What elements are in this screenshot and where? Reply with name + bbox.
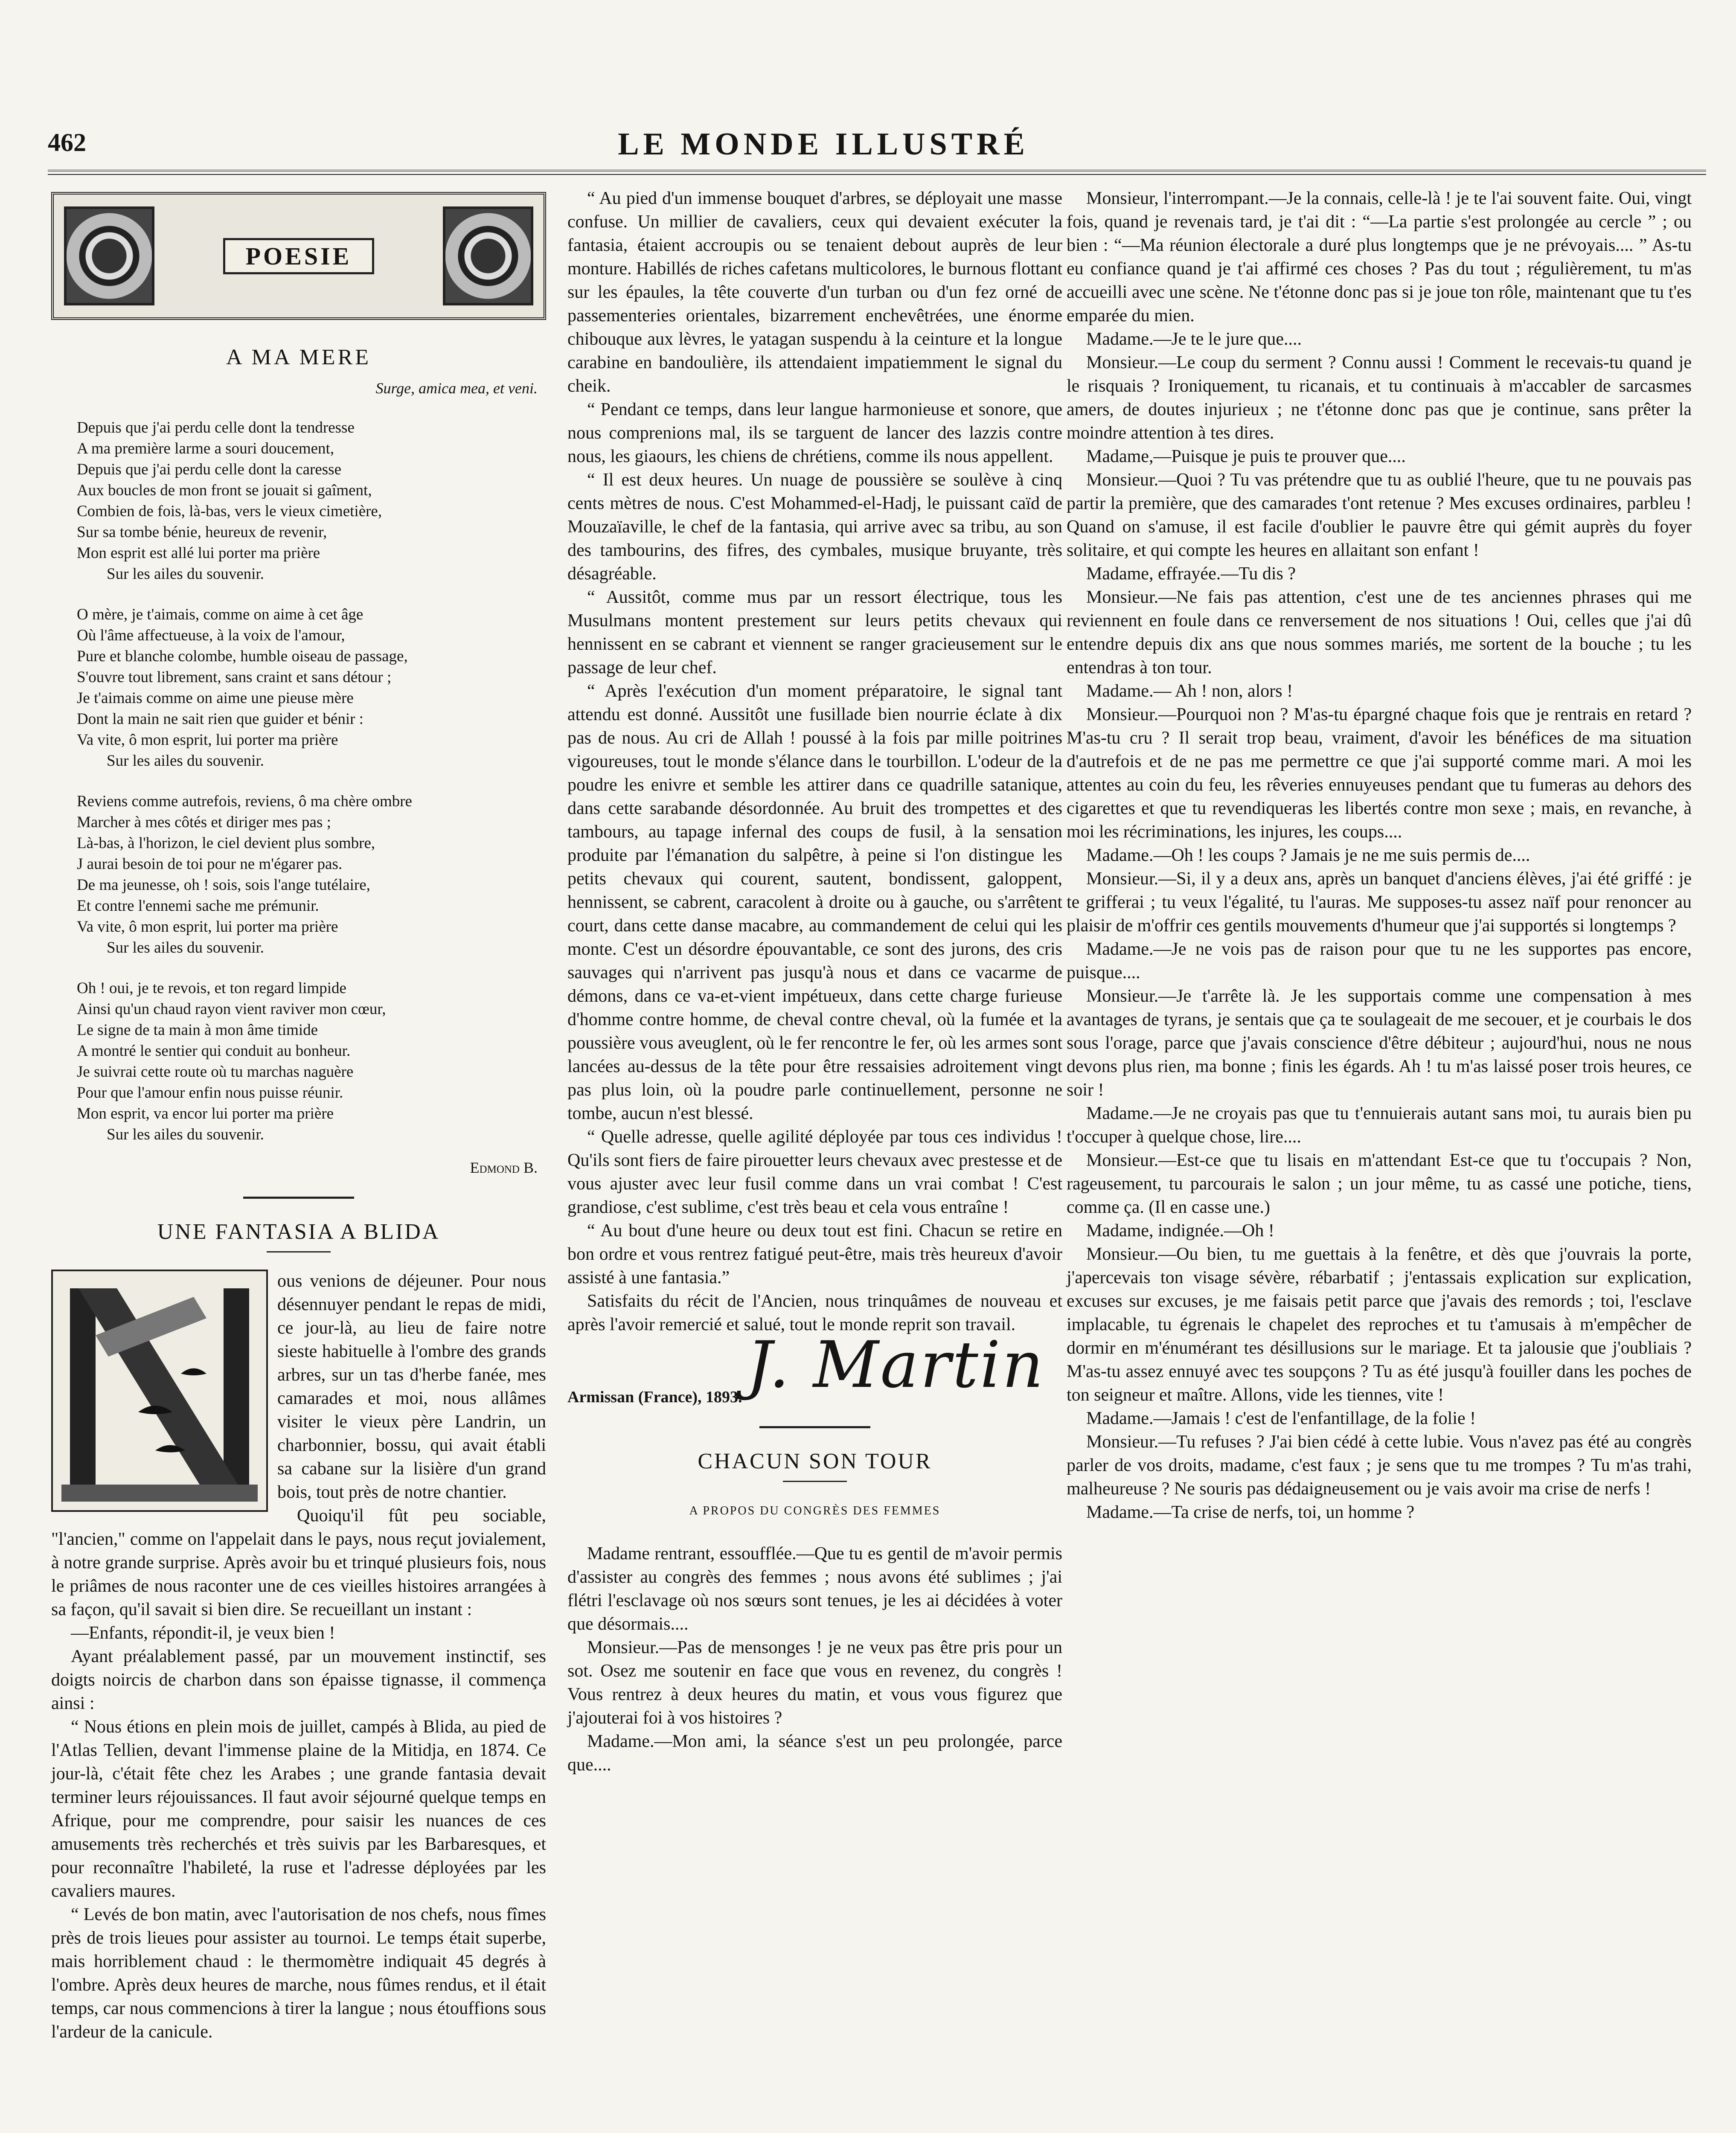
separator-rule	[243, 1197, 354, 1199]
paragraph: Satisfaits du récit de l'Ancien, nous trinquâmes de nouveau et après l'avoir remercié et salué, tout le monde reprit son travail.	[567, 1291, 1062, 1334]
poem-line: Depuis que j'ai perdu celle dont la caresse	[77, 461, 342, 478]
paragraph: Madame.—Mon ami, la séance s'est un peu prolongée, parce que....	[567, 1732, 1062, 1775]
page-number: 462	[48, 128, 86, 157]
paragraph: Madame, indignée.—Oh !	[1086, 1221, 1274, 1241]
poem-line: Pour que l'amour enfin nous puisse réunir.	[77, 1084, 343, 1101]
paragraph: Monsieur.—Pourquoi non ? M'as-tu épargné chaque fois que je rentrais en retard ? M'as-tu cru ? Il serait trop beau, vraiment, d'avoir les bénéfices de ma situation d'autrefois et de ne pas me permettre ce que j'ai supporté comme mari. A moi les attentes au coin du feu, les rêveries ennuyeuses pendant que tu fumeras au dehors des cigarettes et que tu revendiqueras les libertés contre mon sexe ; mais, en revanche, à moi les récriminations, les injures, les coups....	[1067, 705, 1692, 842]
poem-line: Sur les ailes du souvenir.	[107, 565, 264, 583]
poem-stanza	[77, 604, 546, 771]
paragraph: Monsieur.—Je t'arrête là. Je les supportais comme une compensation à mes avantages de tyrans, je sentais que ça te soulageait de me secouer, et je courbais le dos sous l'orage, parce que j'avais conscience d'être débiteur ; aujourd'hui, nous ne nous devons plus rien, ma bonne ; finis les égards. Ah ! tu m'as laissé poser trois heures, ce soir !	[1067, 986, 1692, 1100]
poem-line: A ma première larme a souri doucement,	[77, 440, 334, 457]
paragraph: Madame,—Puisque je puis te prouver que....	[1086, 447, 1406, 466]
poem-line: Pure et blanche colombe, humble oiseau de passage,	[77, 648, 408, 665]
ornament-left-icon	[64, 206, 154, 305]
masthead: LE MONDE ILLUSTRÉ	[618, 127, 1029, 162]
poem-line: Là-bas, à l'horizon, le ciel devient plus sombre,	[77, 834, 375, 852]
poem-epigraph: Surge, amica mea, et veni.	[375, 380, 538, 397]
paragraph: Monsieur.—Quoi ? Tu vas prétendre que tu as oublié l'heure, que tu ne pouvais pas partir la première, que des camarades t'ont retenue ? Mes excuses ordinaires, parbleu ! Quand on s'amuse, il est facile d'oublier le pauvre être qui gémit auprès du foyer solitaire, et qui compte les heures en allaitant son enfant !	[1067, 470, 1692, 560]
poem-line: O mère, je t'aimais, comme on aime à cet âge	[77, 606, 363, 623]
paragraph: Quoiqu'il fût peu sociable, "l'ancien," comme on l'appelait dans le pays, nous reçut jovialement, à notre grande surprise. Après avoir bu et trinqué plusieurs fois, nous le priâmes de nous raconter une de ces vieilles histoires arrangées à sa façon, qu'il savait si bien dire. Se recueillant un instant :	[51, 1506, 546, 1619]
poem-body	[51, 417, 546, 1145]
paragraph: Madame.—Je te le jure que....	[1086, 329, 1302, 349]
paragraph: “ Pendant ce temps, dans leur langue harmonieuse et sonore, que nous comprenions mal, ils se targuent de lancer des lazzis contre nous, les giaours, les chiens de chrétiens, comme ils nous appellent.	[567, 400, 1062, 466]
paragraph: Madame rentrant, essoufflée.—Que tu es gentil de m'avoir permis d'assister au congrès des femmes ; nous avons été sublimes ; j'ai flétri l'esclavage où nos sœurs sont tenues, je les ai décidées à voter que désormais....	[567, 1544, 1062, 1634]
poem-title: A MA MERE	[226, 345, 372, 369]
paragraph: Monsieur.—Tu refuses ? J'ai bien cédé à cette lubie. Vous n'avez pas été au congrès parler de vos droits, madame, c'est faux ; je sens que tu me trompes ? Tu m'as trahi, malheureuse ? Ne souris pas dédaigneusement ou je vais avoir ma crise de nerfs !	[1067, 1432, 1692, 1499]
poem-line: Marcher à mes côtés et diriger mes pas ;	[77, 814, 331, 831]
fantasia-body-part-2	[567, 187, 1062, 1337]
chacun-body-part-1	[567, 1542, 1062, 1777]
poem-line: J aurai besoin de toi pour ne m'égarer pas.	[77, 855, 343, 873]
column-3	[1067, 187, 1692, 1524]
paragraph: Monsieur.—Si, il y a deux ans, après un banquet d'anciens élèves, j'ai été griffé : je te grifferai ; tu veux l'égalité, tu l'auras. Me supposes-tu assez naïf pour renoncer au plaisir de m'offrir ces gentils mouvements d'humeur que j'ai supportés si longtemps ?	[1067, 869, 1692, 936]
paragraph: “ Nous étions en plein mois de juillet, campés à Blida, au pied de l'Atlas Tellien, devant l'immense plaine de la Mitidja, en 1874. Ce jour-là, c'était fête chez les Arabes ; une grande fantasia devait terminer leurs réjouissances. Il faut avoir séjourné quelque temps en Afrique, pour me comprendre, pour saisir les nuances de ces amusements très recherchés et très suivis par les Barbaresques, et pour reconnaître l'habileté, la ruse et l'adresse déployées par les cavaliers maures.	[51, 1717, 546, 1901]
poem-line: De ma jeunesse, oh ! sois, sois l'ange tutélaire,	[77, 876, 370, 894]
poem-line: Mon esprit, va encor lui porter ma prière	[77, 1105, 334, 1122]
poem-line: Je t'aimais comme on aime une pieuse mère	[77, 689, 354, 707]
paragraph: “ Il est deux heures. Un nuage de poussière se soulève à cinq cents mètres de nous. C'est Mohammed-el-Hadj, le puissant caïd de Mouzaïaville, le chef de la fantasia, qui arrive avec sa tribu, au son des tambourins, des fifres, des cymbales, musique bruyante, très désagréable.	[567, 470, 1062, 584]
title-underline	[783, 1481, 847, 1482]
poem-signature: Edmond B.	[470, 1159, 538, 1176]
poem-line: Sur les ailes du souvenir.	[107, 939, 264, 956]
paragraph: Monsieur.—Ne fais pas attention, c'est une de tes anciennes phrases qui me reviennent en foule dans ce renversement de nos situations ! Oui, celles que j'ai dû entendre depuis dix ans que nous sommes mariés, me sortent de la bouche ; tu les entendras à ton tour.	[1067, 587, 1692, 677]
illustrated-initial-icon	[51, 1270, 268, 1512]
paragraph: Madame, effrayée.—Tu dis ?	[1086, 564, 1296, 584]
column-2	[567, 187, 1062, 1777]
article-title-fantasia: UNE FANTASIA A BLIDA	[157, 1220, 440, 1244]
poem-line: Sur les ailes du souvenir.	[107, 752, 264, 770]
paragraph: “ Après l'exécution d'un moment préparatoire, le signal tant attendu est donné. Aussitôt une fusillade bien nourrie éclate à dix pas de nous. Au cri de Allah ! poussé à la fois par mille poitrines vigoureuses, tout le monde s'élance dans le tourbillon. L'odeur de la poudre les enivre et semble les attirer dans ce quadrille satanique, dans cette sarabande désordonnée. Au bruit des trompettes et des tambours, au tapage infernal des coups de fusil, à la sensation produite par l'émanation du salpêtre, à peine si l'on distingue les petits chevaux qui courent, sautent, bondissent, galoppent, hennissent, se cabrent, caracolent à droite ou à gauche, ou s'arrêtent court, dans cette danse macabre, au commandement de celui qui les monte. C'est un désordre épouvantable, ce sont des jurons, des cris sauvages qui n'arrivent pas jusqu'à nous et dans ce vacarme de démons, dans ce va-et-vient impétueux, dans cette charge furieuse d'homme contre homme, de cheval contre cheval, où la fumée et la poussière vous aveuglent, où le fer rencontre le fer, où les armes sont lancées au-dessus de la tête pour être ressaisies adroitement vingt pas plus loin, où la poudre parle continuellement, personne ne tombe, aucun n'est blessé.	[567, 681, 1062, 1123]
poem-line: Sur sa tombe bénie, heureux de revenir,	[77, 523, 327, 541]
paragraph: “ Levés de bon matin, avec l'autorisation de nos chefs, nous fîmes près de trois lieues pour assister au tournoi. Le temps était superbe, mais horriblement chaud : le thermomètre indiquait 45 degrés à l'ombre. Après deux heures de marche, nous fûmes rendus, et il était temps, car nous commencions à tirer la langue ; nous étouffions sous l'ardeur de la canicule.	[51, 1905, 546, 2042]
poem-line: Sur les ailes du souvenir.	[107, 1126, 264, 1143]
poem-line: S'ouvre tout librement, sans craint et sans détour ;	[77, 668, 392, 686]
paragraph: —Enfants, répondit-il, je veux bien !	[71, 1623, 335, 1643]
header-rule	[48, 170, 1706, 175]
paragraph: Madame.—Oh ! les coups ? Jamais je ne me suis permis de....	[1086, 846, 1530, 865]
poem-line: Aux boucles de mon front se jouait si gaîment,	[77, 482, 372, 499]
poem-line: Va vite, ô mon esprit, lui porter ma prière	[77, 731, 338, 749]
paragraph: Monsieur, l'interrompant.—Je la connais, celle-là ! je te l'ai souvent faite. Oui, vingt fois, quand je revenais tard, je t'ai dit : “—La partie s'est prolongée au cercle ” ; ou bien : “—Ma réunion électorale a duré plus longtemps que je ne prévoyais.... ” As-tu eu confiance quand je t'ai affirmé ces choses ? Pas du tout ; régulièrement, tu m'as accueilli avec une scène. Ne t'étonne donc pas si je joue ton rôle, maintenant que tu t'es emparée du mien.	[1067, 189, 1692, 325]
paragraph: “ Au bout d'une heure ou deux tout est fini. Chacun se retire en bon ordre et vous rentrez fatigué peut-être, mais très heureux d'avoir assisté à une fantasia.”	[567, 1221, 1062, 1287]
paragraph: Monsieur.—Ou bien, tu me guettais à la fenêtre, et dès que j'ouvrais la porte, j'apercevais ton visage sévère, rébarbatif ; j'entassais explication sur explication, excuses sur excuses, je me faisais petit parce que j'avais des remords ; toi, l'esclave implacable, tu égrenais le chapelet des reproches et tu t'amusais à m'empêcher de dormir en m'énumérant tes désillusions sur le mariage. Et ta jalousie que j'oubliais ? M'as-tu assez ennuyé avec tes soupçons ? Tu as été jusqu'à fouiller dans les poches de ton seigneur et maître. Allons, vide les tiennes, vite !	[1067, 1244, 1692, 1405]
poem-line: Oh ! oui, je te revois, et ton regard limpide	[77, 979, 346, 997]
paragraph: Madame.—Je ne croyais pas que tu t'ennuierais autant sans moi, tu aurais bien pu t'occuper à quelque chose, lire....	[1067, 1104, 1692, 1147]
ornament-right-icon	[443, 206, 533, 305]
poem-line: Combien de fois, là-bas, vers le vieux cimetière,	[77, 503, 382, 520]
paragraph: Madame.—Ta crise de nerfs, toi, un homme ?	[1086, 1502, 1415, 1522]
poem-line: Le signe de ta main à mon âme timide	[77, 1021, 318, 1039]
separator-rule	[759, 1426, 870, 1428]
paragraph: “ Au pied d'un immense bouquet d'arbres, se déployait une masse confuse. Un millier de cavaliers, ceux qui devaient exécuter la fantasia, étaient accroupis ou se tenaient debout auprès de leur monture. Habillés de riches cafetans multicolores, le burnous flottant sur les épaules, la tête couverte d'un turban ou d'un fez orné de passementeries orientales, bizarrement enchevêtrées, une énorme chibouque aux lèvres, le yatagan suspendu à la ceinture et la longue carabine en bandoulière, ils attendaient impatiemment le signal du cheik.	[567, 189, 1062, 396]
paragraph: ous venions de déjeuner. Pour nous désennuyer pendant le repas de midi, ce jour-là, au lieu de faire notre sieste habituelle à l'ombre des grands arbres, sur un tas d'herbe fanée, mes camarades et moi, nous allâmes visiter le vieux père Landrin, un charbonnier, bossu, qui avait établi sa cabane sur la lisière d'un grand bois, tout près de notre chantier.	[277, 1271, 546, 1502]
poesie-label: POESIE	[223, 238, 375, 274]
poem-line: Et contre l'ennemi sache me prémunir.	[77, 897, 319, 915]
fantasia-signature: J. Martin	[747, 1328, 1045, 1402]
poem-line: Où l'âme affectueuse, à la voix de l'amour,	[77, 627, 345, 644]
paragraph: Madame.—Je ne vois pas de raison pour que tu ne les supportes pas encore, puisque....	[1067, 939, 1692, 982]
poem-stanza	[77, 417, 546, 584]
poem-line: Reviens comme autrefois, reviens, ô ma chère ombre	[77, 793, 412, 810]
paragraph: “ Quelle adresse, quelle agilité déployée par tous ces individus ! Qu'ils sont fiers de faire pirouetter leurs chevaux avec prestesse et de vous ajuster avec leur fusil comme dans un vrai combat ! C'est grandiose, c'est sublime, c'est très beau et cela vous entraîne !	[567, 1127, 1062, 1217]
poem-line: Va vite, ô mon esprit, lui porter ma prière	[77, 918, 338, 936]
title-underline	[267, 1251, 331, 1252]
poesie-banner	[51, 192, 546, 320]
poem-stanza	[77, 978, 546, 1145]
poem-line: Depuis que j'ai perdu celle dont la tendresse	[77, 419, 355, 436]
paragraph: Madame.—Jamais ! c'est de l'enfantillage, de la folie !	[1086, 1409, 1476, 1428]
poem-line: A montré le sentier qui conduit au bonheur.	[77, 1042, 351, 1060]
paragraph: Monsieur.—Est-ce que tu lisais en m'attendant Est-ce que tu t'occupais ? Non, rageusement, tu parcourais le salon ; un jour même, tu as cassé une potiche, tiens, comme ça. (Il en casse une.)	[1067, 1151, 1692, 1217]
poem-line: Mon esprit est allé lui porter ma prière	[77, 544, 320, 562]
poem-line: Je suivrai cette route où tu marchas naguère	[77, 1063, 354, 1081]
article-subtitle: A PROPOS DU CONGRÈS DES FEMMES	[689, 1504, 941, 1517]
paragraph: Monsieur.—Pas de mensonges ! je ne veux pas être pris pour un sot. Osez me soutenir en face que vous en revenez, du congrès ! Vous rentrez à deux heures du matin, et vous vous figurez que j'ajouterai foi à vos histoires ?	[567, 1638, 1062, 1728]
paragraph: Monsieur.—Le coup du serment ? Connu aussi ! Comment le recevais-tu quand je le risquais ? Ironiquement, tu ricanais, et tu continuais à m'accabler de sarcasmes amers, de doutes injurieux ; ne t'étonne donc pas que je continue, sans prêter la moindre attention à tes dires.	[1067, 353, 1692, 443]
poem-line: Dont la main ne sait rien que guider et bénir :	[77, 710, 363, 728]
poem-line: Ainsi qu'un chaud rayon vient raviver mon cœur,	[77, 1000, 386, 1018]
column-1	[51, 192, 546, 2044]
paragraph: Madame.— Ah ! non, alors !	[1086, 681, 1293, 701]
paragraph: Ayant préalablement passé, par un mouvement instinctif, ses doigts noircis de charbon dans son épaisse tignasse, il commença ainsi :	[51, 1647, 546, 1713]
poem-stanza	[77, 791, 546, 958]
paragraph: “ Aussitôt, comme mus par un ressort électrique, tous les Musulmans montent prestement sur leurs petits chevaux qui hennissent en se cabrant et viennent se ranger gracieusement sur le passage de leur chef.	[567, 587, 1062, 677]
fantasia-place-date: Armissan (France), 1893.	[567, 1388, 742, 1406]
chacun-body-part-2	[1067, 187, 1692, 1524]
article-title-chacun: CHACUN SON TOUR	[698, 1449, 932, 1473]
